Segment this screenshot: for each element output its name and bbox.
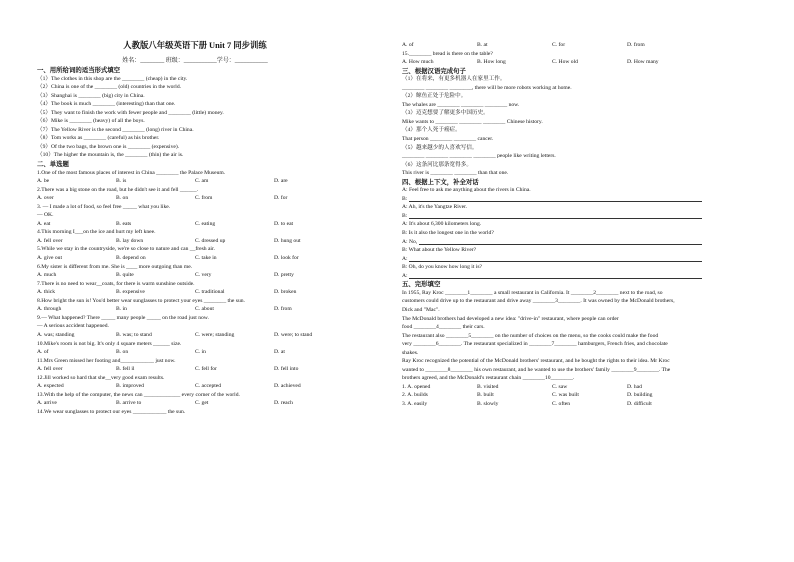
speaker-label: A:: [402, 255, 409, 262]
question-line: （2）鲸鱼正处于危险中。: [402, 93, 467, 100]
question-line: 2.There was a big stone on the road, but he didn't see it and fell ______.: [37, 186, 199, 193]
speaker-label: B:: [402, 212, 409, 219]
answer-option: C. from: [195, 195, 213, 202]
question-line: 6.My sister is different from me. She is ____ more outgoing than me.: [37, 263, 193, 270]
answer-option: C. eating: [195, 220, 216, 227]
answer-option: C. was built: [552, 392, 579, 399]
answer-option: D. for: [274, 195, 288, 202]
question-line: The whales are ________ ________ ________ now.: [402, 101, 520, 108]
answer-option: A. of: [402, 42, 414, 48]
answer-option: A. through: [37, 306, 62, 313]
question-line: （6）Mike is ________ (heavy) of all the boys.: [37, 118, 145, 125]
question-line: （1）The clothes in this shop are the ________ (cheap) in the city.: [37, 75, 188, 82]
answer-option: A. expected: [37, 383, 64, 390]
answer-option: 1. A. opened: [402, 383, 431, 390]
answer-option: B. built: [477, 392, 494, 399]
answer-option: D. look for: [274, 255, 299, 262]
answer-option: D. How many: [627, 59, 659, 66]
answer-options-row: [402, 58, 702, 67]
answer-options-row: [402, 391, 702, 400]
question-line: ________ ________ ________ ________ people like writing letters.: [402, 153, 556, 160]
question-line: （3）迈克想要了解更多中国历史。: [402, 110, 489, 117]
answer-option: A. give out: [37, 255, 63, 262]
answer-options-row: [37, 348, 353, 357]
dialogue-blank-line: [402, 195, 702, 204]
answer-option: C. saw: [552, 383, 568, 390]
answer-option: C. about: [195, 306, 214, 313]
dialogue-blank-line: [402, 238, 702, 247]
question-line: A: It's about 6,300 kilometers long.: [402, 221, 482, 228]
question-line: 10.Mike's room is not big. It's only 4 square meters ______ size.: [37, 340, 182, 347]
answer-option: D. pretty: [274, 272, 294, 279]
question-line: ________ ________ ________, there will be more robots working at home.: [402, 84, 572, 91]
answer-option: D. difficult: [627, 400, 652, 407]
question-line: 7.There is no need to wear__coats, for there is warm sunshine outside.: [37, 280, 195, 287]
answer-blank[interactable]: [409, 212, 702, 220]
question-line: This river is ________ ________ than that one.: [402, 170, 509, 177]
answer-option: B. improved: [116, 383, 144, 390]
answer-option: A. thick: [37, 289, 56, 296]
answer-option: D. broken: [274, 289, 297, 296]
answer-option: C. fell for: [195, 366, 217, 373]
section-heading: 一、用所给词的适当形式填空: [37, 66, 121, 74]
answer-option: A. fell over: [37, 366, 63, 373]
answer-option: D. fell into: [274, 366, 299, 373]
question-line: 1.One of the most famous places of interest in China ________ the Palace Museum.: [37, 169, 226, 176]
question-line: （5）They want to finish the work with fewer people and ________ (little) money.: [37, 109, 224, 116]
answer-options-row: [37, 288, 353, 297]
question-line: 15.________ bread is there on the table?: [402, 50, 493, 57]
answer-option: D. from: [627, 42, 645, 48]
answer-option: B. is: [116, 178, 127, 185]
answer-option: 3. A. easily: [402, 400, 428, 407]
question-line: 8.How bright the sun is! You'd better wear sunglasses to protect your eyes ________ the sun.: [37, 297, 245, 304]
answer-option: D. building: [627, 392, 653, 399]
answer-option: C. in: [195, 349, 206, 356]
answer-option: A. be: [37, 178, 50, 185]
answer-option: C. get: [195, 400, 209, 407]
question-line: 12.Jill worked so hard that she__very good exam results.: [37, 374, 165, 381]
answer-option: A. How much: [402, 59, 434, 66]
answer-options-row: [37, 194, 353, 203]
question-line: brothers agreed, and the McDonald's restaurant chain ________10________.: [402, 375, 575, 382]
answer-options-row: [37, 382, 353, 391]
answer-options-row: [37, 254, 353, 263]
answer-option: B. expensive: [116, 289, 145, 296]
question-line: 13.With the help of the computer, the news can _____________ every corner of the world.: [37, 391, 240, 398]
answer-options-row: [402, 41, 702, 50]
answer-option: C. How old: [552, 59, 578, 66]
question-line: The restaurant also ________5________ on the number of choices on the menu, so the cooks could make the food: [402, 332, 659, 339]
answer-option: B. on: [116, 195, 129, 202]
answer-option: D. at: [274, 349, 285, 356]
question-line: very ________6________. The restaurant specialized in ________7________ hamburgers, French fries, and chocolate: [402, 341, 668, 348]
dialogue-blank-line: [402, 255, 702, 264]
answer-options-row: [37, 365, 353, 374]
answer-options-row: [37, 237, 353, 246]
answer-option: B. in: [116, 306, 127, 313]
question-line: Mike wants to ________ ________ ________ Chinese history.: [402, 118, 543, 125]
answer-option: D. are: [274, 178, 288, 185]
answer-option: A. was; standing: [37, 331, 75, 338]
question-line: — OK.: [37, 212, 54, 219]
question-line: That person ________ ________ cancer.: [402, 136, 494, 143]
answer-option: D. reach: [274, 400, 293, 407]
answer-option: B. lay down: [116, 237, 144, 244]
answer-blank[interactable]: [409, 255, 702, 263]
answer-option: D. were; to stand: [274, 331, 313, 338]
answer-options-row: [37, 331, 353, 340]
answer-options-row: [37, 271, 353, 280]
answer-option: B. was; to stand: [116, 331, 152, 338]
answer-option: 2. A. builds: [402, 392, 428, 399]
answer-option: B. eats: [116, 220, 132, 227]
answer-options-row: [402, 383, 702, 392]
left-column-body: [37, 66, 353, 416]
question-line: 11.Mrs Green missed her footing and____________ just now.: [37, 357, 176, 364]
answer-options-row: [402, 400, 702, 409]
speaker-label: A: No,: [402, 238, 419, 245]
answer-option: B. slowly: [477, 400, 499, 407]
speaker-label: A:: [402, 272, 409, 279]
question-line: （3）Shanghai is ________ (big) city in China.: [37, 92, 145, 99]
student-info-line: 姓名：________ 班级：___________学号：___________: [122, 58, 268, 64]
answer-option: C. were; standing: [195, 331, 235, 338]
answer-option: C. take in: [195, 255, 217, 262]
question-line: B: Is it also the longest one in the world?: [402, 230, 494, 237]
left-column: [37, 40, 353, 416]
question-line: 3. — I made a lot of food, so feel free _____ what you like.: [37, 203, 171, 210]
answer-option: C. traditional: [195, 289, 225, 296]
answer-option: C. very: [195, 272, 212, 279]
answer-option: B. visited: [477, 383, 499, 390]
question-line: （4）The book is much ________ (interesting) than that one.: [37, 101, 176, 108]
question-line: 5.While we stay in the countryside, we're so close to nature and can __fresh air.: [37, 246, 215, 253]
section-heading: 二、单选题: [37, 160, 69, 169]
answer-option: B. fell il: [116, 366, 135, 373]
right-column-body: [402, 41, 702, 409]
dialogue-blank-line: [402, 212, 702, 221]
question-line: wanted to ________8________ his own restaurant, and he wanted to use the brothers' family ________9________. The: [402, 366, 671, 373]
answer-option: D. to eat: [274, 220, 294, 227]
answer-option: C. am: [195, 178, 209, 185]
answer-options-row: [37, 220, 353, 229]
answer-option: A. eat: [37, 220, 51, 227]
answer-option: A. over: [37, 195, 54, 202]
answer-option: B. on: [116, 349, 129, 356]
question-line: Dick and "Mac".: [402, 306, 440, 313]
answer-option: B. arrive to: [116, 400, 142, 407]
question-line: B: Oh, do you know how long it is?: [402, 264, 483, 271]
answer-option: D. had: [627, 383, 642, 390]
answer-option: C. for: [552, 42, 566, 48]
question-line: A: Ah, it's the Yangtze River.: [402, 204, 468, 211]
answer-blank[interactable]: [409, 195, 702, 203]
section-heading: 四、根据上下文，补全对话: [402, 177, 479, 186]
answer-blank[interactable]: [409, 272, 702, 280]
question-line: 4.This morning I___on the ice and hurt my left knee.: [37, 229, 156, 236]
answer-option: A. arrive: [37, 400, 57, 407]
dialogue-blank-line: [402, 272, 702, 281]
answer-option: A. of: [37, 349, 49, 356]
answer-option: B. How long: [477, 59, 506, 66]
answer-options-row: [37, 399, 353, 408]
section-heading: 三、根据汉语完成句子: [402, 66, 466, 75]
question-line: The McDonald brothers had developed a new idea: "drive-in" restaurant, where people can order: [402, 315, 619, 322]
question-line: （10）The higher the mountain is, the ________ (thin) the air is.: [37, 152, 184, 159]
section-heading: 五、完形填空: [402, 280, 441, 289]
question-line: customers could drive up to the restaurant and drive away ________3________. It was owned by the McDonald brothers,: [402, 298, 675, 305]
right-column: [402, 41, 702, 409]
answer-option: B. at: [477, 42, 488, 48]
question-line: 14.We wear sunglasses to protect our eyes ____________ the sun.: [37, 408, 186, 415]
answer-options-row: [37, 177, 353, 186]
question-line: 9.— What happened? There _____ many people _____ on the road just now.: [37, 314, 209, 321]
speaker-label: B:: [402, 195, 409, 202]
question-line: B: What about the Yellow River?: [402, 247, 477, 254]
answer-option: D. achieved: [274, 383, 301, 390]
question-line: （2）China is one of the ________ (old) countries in the world.: [37, 84, 182, 91]
question-line: （5）越来越少的人喜欢写信。: [402, 144, 478, 151]
question-line: A: Feel free to ask me anything about the rivers in China.: [402, 187, 531, 194]
question-line: （8）Tom works as ________ (careful) as his brother.: [37, 135, 160, 142]
answer-option: A. fell over: [37, 237, 63, 244]
question-line: shakes.: [402, 349, 419, 356]
answer-blank[interactable]: [419, 238, 702, 246]
answer-option: B. depend on: [116, 255, 146, 262]
question-line: （7）The Yellow River is the second ________ (long) river in China.: [37, 126, 194, 133]
answer-option: A. much: [37, 272, 57, 279]
answer-option: B. quite: [116, 272, 134, 279]
question-line: In 1955, Ray Kroc ________1________ a small restaurant in California. It ________2________ next to the road, so: [402, 289, 663, 296]
question-line: — A serious accident happened.: [37, 323, 109, 330]
question-line: （6）这条河比那条宽得多。: [402, 161, 472, 168]
question-line: （1）在将来，有更多机器人在家里工作。: [402, 76, 506, 83]
question-line: Ray Kroc recognized the potential of the McDonald brothers' restaurant, and he bought the rights to their idea. Mr Kroc: [402, 358, 670, 365]
question-line: food ________4________ their cars.: [402, 324, 485, 331]
answer-option: C. often: [552, 400, 571, 407]
answer-option: D. from: [274, 306, 292, 313]
question-line: （9）Of the two bags, the brown one is ________ (expensive).: [37, 143, 180, 150]
page-title: 人教版八年级英语下册 Unit 7 同步训练: [123, 41, 267, 50]
answer-option: C. accepted: [195, 383, 222, 390]
question-line: （4）那个人死于癌症。: [402, 127, 461, 134]
answer-option: D. hung out: [274, 237, 301, 244]
answer-option: C. dressed up: [195, 237, 226, 244]
answer-options-row: [37, 305, 353, 314]
